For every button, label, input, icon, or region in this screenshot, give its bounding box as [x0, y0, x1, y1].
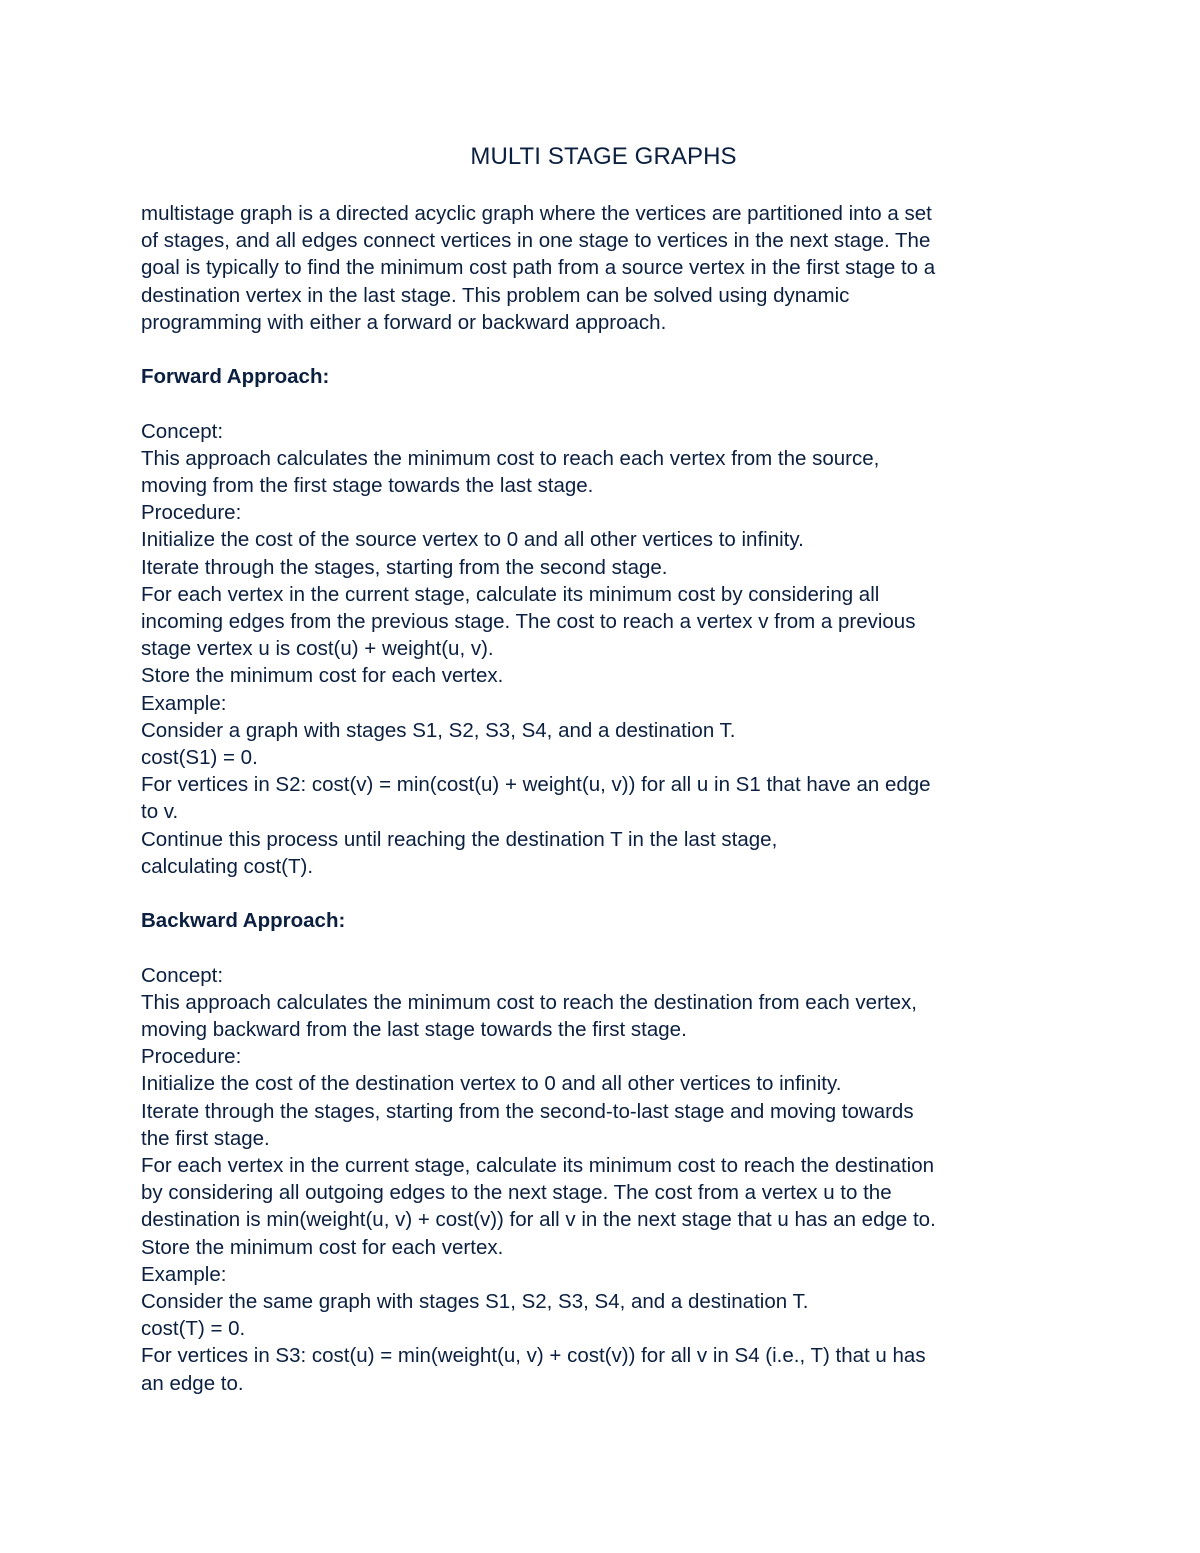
backward-approach-heading: Backward Approach:: [141, 909, 346, 933]
backward-approach-body: [141, 962, 1066, 1397]
backward-procedure-label: Procedure:: [141, 1045, 242, 1069]
backward-line: moving backward from the last stage towards the first stage.: [141, 1018, 687, 1042]
backward-line: Iterate through the stages, starting from the second-to-last stage and moving towards: [141, 1099, 914, 1123]
backward-line: by considering all outgoing edges to the next stage. The cost from a vertex u to the: [141, 1181, 892, 1205]
backward-line: cost(T) = 0.: [141, 1317, 246, 1341]
forward-line: For vertices in S2: cost(v) = min(cost(u) + weight(u, v)) for all u in S1 that have an edge: [141, 773, 931, 797]
forward-line: Initialize the cost of the source vertex to 0 and all other vertices to infinity.: [141, 528, 804, 552]
forward-approach-heading: Forward Approach:: [141, 365, 330, 389]
forward-line: calculating cost(T).: [141, 854, 314, 878]
forward-line: Iterate through the stages, starting from the second stage.: [141, 555, 668, 579]
intro-line: goal is typically to find the minimum cost path from a source vertex in the first stage to a: [141, 256, 936, 280]
backward-line: This approach calculates the minimum cost to reach the destination from each vertex,: [141, 990, 917, 1014]
forward-line: stage vertex u is cost(u) + weight(u, v).: [141, 637, 494, 661]
spacer: [141, 880, 1066, 907]
backward-example-label: Example:: [141, 1262, 227, 1286]
intro-paragraph: [141, 200, 1066, 336]
backward-line: the first stage.: [141, 1126, 270, 1150]
forward-line: cost(S1) = 0.: [141, 746, 258, 770]
backward-line: For each vertex in the current stage, calculate its minimum cost to reach the destination: [141, 1154, 935, 1178]
forward-concept-label: Concept:: [141, 419, 224, 443]
spacer: [141, 390, 1066, 417]
spacer: [141, 336, 1066, 363]
forward-line: Continue this process until reaching the destination T in the last stage,: [141, 827, 778, 851]
page-title: MULTI STAGE GRAPHS: [470, 143, 737, 170]
intro-line: programming with either a forward or backward approach.: [141, 310, 667, 334]
forward-example-label: Example:: [141, 691, 227, 715]
backward-line: destination is min(weight(u, v) + cost(v)) for all v in the next stage that u has an edge to.: [141, 1208, 936, 1232]
backward-line: Consider the same graph with stages S1, S2, S3, S4, and a destination T.: [141, 1290, 809, 1314]
forward-line: to v.: [141, 800, 179, 824]
backward-line: an edge to.: [141, 1371, 244, 1395]
forward-line: For each vertex in the current stage, calculate its minimum cost by considering all: [141, 582, 880, 606]
forward-line: incoming edges from the previous stage. The cost to reach a vertex v from a previous: [141, 610, 916, 634]
forward-line: Consider a graph with stages S1, S2, S3, S4, and a destination T.: [141, 718, 736, 742]
forward-line: Store the minimum cost for each vertex.: [141, 664, 504, 688]
forward-approach-body: [141, 418, 1066, 880]
backward-line: For vertices in S3: cost(u) = min(weight(u, v) + cost(v)) for all v in S4 (i.e., T) that u has: [141, 1344, 926, 1368]
backward-line: Initialize the cost of the destination vertex to 0 and all other vertices to infinity.: [141, 1072, 842, 1096]
spacer: [141, 934, 1066, 961]
backward-line: Store the minimum cost for each vertex.: [141, 1235, 504, 1259]
intro-line: destination vertex in the last stage. This problem can be solved using dynamic: [141, 283, 850, 307]
document-page: [141, 141, 1066, 1397]
intro-line: of stages, and all edges connect vertices in one stage to vertices in the next stage. The: [141, 229, 931, 253]
backward-concept-label: Concept:: [141, 963, 224, 987]
forward-procedure-label: Procedure:: [141, 501, 242, 525]
intro-line: multistage graph is a directed acyclic graph where the vertices are partitioned into a set: [141, 202, 932, 225]
forward-line: This approach calculates the minimum cost to reach each vertex from the source,: [141, 446, 880, 470]
forward-line: moving from the first stage towards the last stage.: [141, 474, 594, 497]
